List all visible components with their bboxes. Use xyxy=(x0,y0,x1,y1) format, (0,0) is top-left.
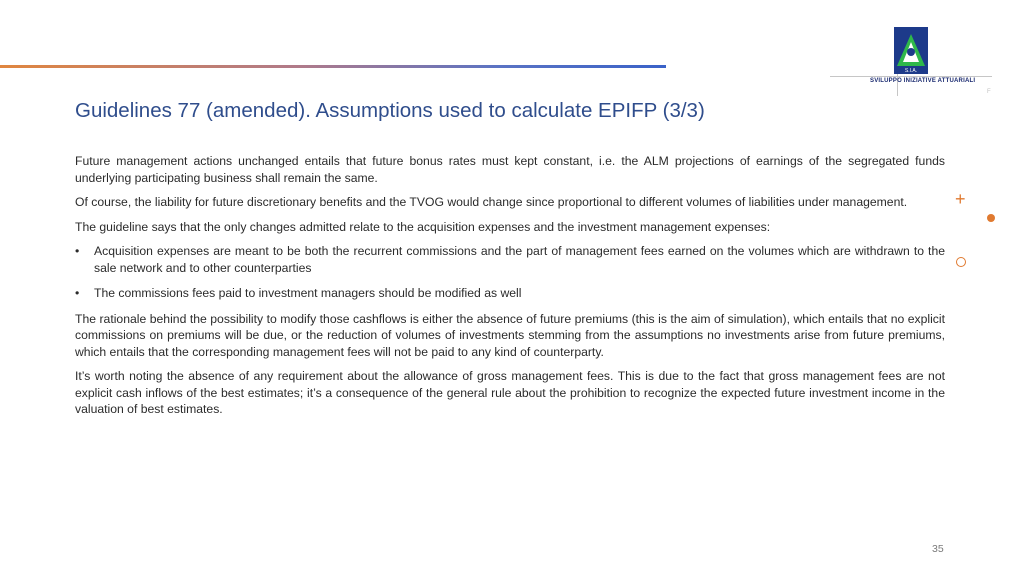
body-paragraph: The guideline says that the only changes admitted relate to the acquisition expenses and the investment management expenses: xyxy=(75,219,771,234)
dot-decoration-icon xyxy=(987,214,995,222)
logo-corner-mark: F xyxy=(987,89,991,95)
page-number: 35 xyxy=(932,543,944,555)
slide-body xyxy=(75,153,945,426)
logo-mark-icon xyxy=(830,26,994,76)
bullet-item xyxy=(75,285,945,302)
ring-decoration-icon xyxy=(956,257,966,267)
company-logo xyxy=(830,26,994,98)
logo-tagline: SVILUPPO INIZIATIVE ATTUARIALI xyxy=(870,78,976,84)
slide-title: Guidelines 77 (amended). Assumptions used to calculate EPIFP (3/3) xyxy=(75,99,705,122)
bullet-item xyxy=(75,243,945,276)
bullet-text: The commissions fees paid to investment managers should be modified as well xyxy=(94,286,522,300)
bullet-marker: • xyxy=(75,286,80,300)
logo-divider xyxy=(830,76,992,77)
plus-decoration-icon: + xyxy=(955,189,966,209)
body-paragraph: Future management actions unchanged entails that future bonus rates must kept constant, i.e. the ALM projections of earnings of the segregated funds underlying participating business shall remain the same. xyxy=(75,154,945,185)
body-paragraph: Of course, the liability for future discretionary benefits and the TVOG would change since proportional to different volumes of liabilities under management. xyxy=(75,195,908,209)
logo-mark-text: S.I.A. xyxy=(904,68,918,74)
bullet-marker: • xyxy=(75,244,80,258)
body-paragraph: It’s worth noting the absence of any requirement about the allowance of gross management fees. This is due to the fact that gross management fees are not explicit cash inflows of the best estimates; it’s a consequence of the general rule about the prohibition to recognize the expected future investment income in the valuation of best estimates. xyxy=(75,369,945,416)
body-paragraph: The rationale behind the possibility to modify those cashflows is either the absence of future premiums (this is the aim of simulation), which entails that no explicit commissions on premiums will be due, or the reduction of volumes of investments stemming from the assumptions no investments arise from future premiums, which entails that the corresponding management fees will not be paid to any kind of counterparty. xyxy=(75,311,945,359)
top-gradient-rule xyxy=(0,65,666,68)
bullet-text: Acquisition expenses are meant to be both the recurrent commissions and the part of management fees earned on the volumes which are withdrawn to the sale network and to other counterparties xyxy=(94,244,945,275)
